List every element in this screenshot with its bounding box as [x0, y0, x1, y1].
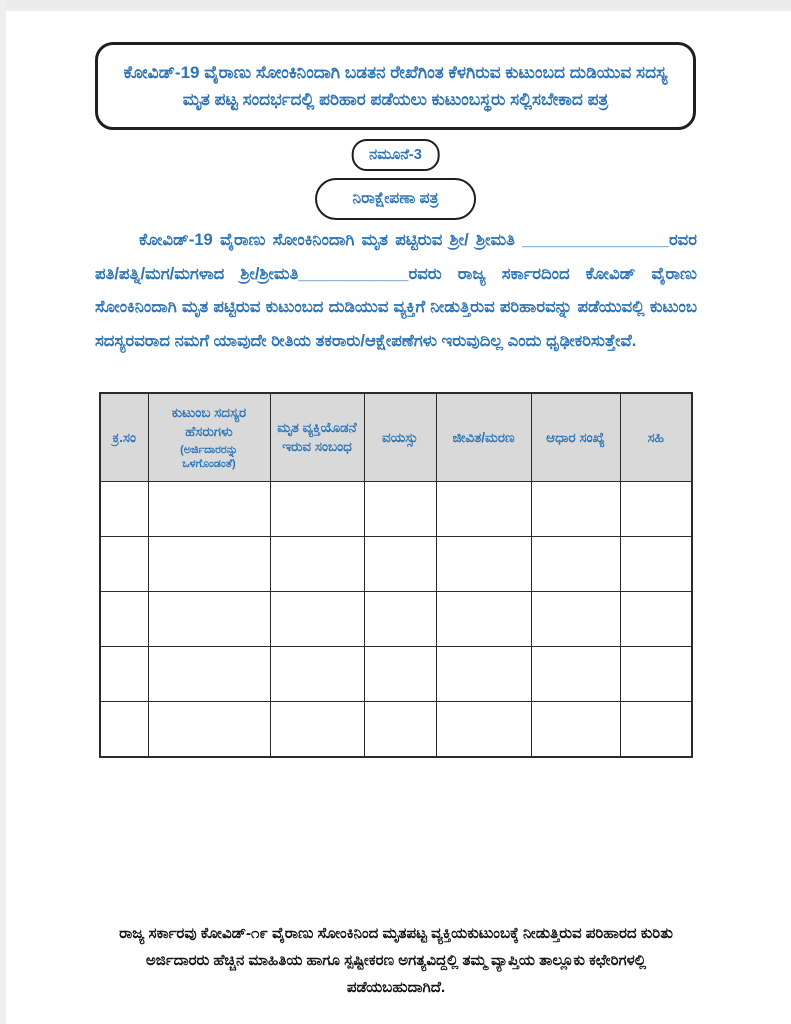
table-empty-cell: [364, 536, 436, 591]
table-header-row: [100, 393, 692, 481]
declaration-paragraph: ಕೋವಿಡ್-19 ವೈರಾಣು ಸೋಂಕಿನಿಂದಾಗಿ ಮೃತ ಪಟ್ಟಿರುವ ಶ್ರೀ/ ಶ್ರೀಮತಿ ________________ರವರ ಪತಿ/ಪತ್ನಿ/ಮಗ/ಮಗಳಾದ ಶ್ರೀ/ಶ್ರೀಮತಿ____________ರವರು ರಾಜ್ಯ ಸರ್ಕಾರದಿಂದ ಕೋವಿಡ್ ವೈರಾಣು ಸೋಂಕಿನಿಂದಾಗಿ ಮೃತ ಪಟ್ಟಿರುವ ಕುಟುಂಬದ ದುಡಿಯುವ ವ್ಯಕ್ತಿಗೆ ನೀಡುತ್ತಿರುವ ಪರಿಹಾರವನ್ನು ಪಡೆಯುವಲ್ಲಿ ಕುಟುಂಬ ಸದಸ್ಯರವರಾದ ನಮಗೆ ಯಾವುದೇ ರೀತಿಯ ತಕರಾರು/ಆಕ್ಷೇಪಣೆಗಳು ಇರುವುದಿಲ್ಲ ಎಂದು ಧೃಢೀಕರಿಸುತ್ತೇವೆ.: [95, 231, 697, 350]
table-empty-cell: [436, 591, 531, 646]
table-empty-cell: [364, 591, 436, 646]
header-aadhaar-number-label: ಆಧಾರ ಸಂಖ್ಯೆ: [546, 429, 605, 445]
table-empty-cell: [100, 701, 148, 757]
table-empty-cell: [100, 591, 148, 646]
table-empty-cell: [620, 536, 692, 591]
form-number-box: [351, 139, 440, 171]
header-family-member-names: [148, 393, 270, 481]
table-empty-cell: [148, 701, 270, 757]
table-empty-cell: [531, 481, 620, 536]
header-living-or-dead: [436, 393, 531, 481]
page-edge-top: [0, 0, 791, 11]
table-empty-cell: [620, 646, 692, 701]
table-empty-cell: [364, 701, 436, 757]
table-empty-cell: [148, 481, 270, 536]
table-empty-cell: [148, 591, 270, 646]
table-empty-row: [100, 591, 692, 646]
table-empty-cell: [436, 646, 531, 701]
table-empty-cell: [531, 591, 620, 646]
table-empty-row: [100, 536, 692, 591]
table-empty-cell: [100, 646, 148, 701]
table-empty-row: [100, 481, 692, 536]
table-empty-cell: [620, 701, 692, 757]
table-empty-cell: [531, 536, 620, 591]
form-number: ನಮೂನೆ-3: [369, 147, 422, 163]
header-family-member-names-label: ಕುಟುಂಬ ಸದಸ್ಯರ ಹೆಸರುಗಳು: [171, 405, 247, 440]
header-serial-number: [100, 393, 148, 481]
table-empty-cell: [100, 481, 148, 536]
table-empty-cell: [100, 536, 148, 591]
table-empty-cell: [436, 481, 531, 536]
header-relation-to-deceased-label: ಮೃತ ವ್ಯಕ್ತಿಯೊಡನೆ ಇರುವ ಸಂಬಂಧ: [277, 420, 357, 455]
table-empty-cell: [270, 701, 364, 757]
table-body: [100, 481, 692, 757]
table-empty-cell: [148, 536, 270, 591]
table-empty-cell: [270, 481, 364, 536]
table-empty-cell: [148, 646, 270, 701]
table-empty-cell: [364, 646, 436, 701]
header-serial-number-label: ಕ್ರ.ಸಂ: [112, 429, 137, 445]
header-relation-to-deceased: [270, 393, 364, 481]
table-empty-row: [100, 646, 692, 701]
table-empty-cell: [270, 646, 364, 701]
table-empty-cell: [364, 481, 436, 536]
header-living-or-dead-label: ಜೀವಿತ/ಮರಣ: [452, 429, 515, 445]
table-empty-cell: [531, 646, 620, 701]
table-empty-cell: [620, 481, 692, 536]
table-empty-cell: [620, 591, 692, 646]
header-signature: [620, 393, 692, 481]
title-box: [95, 42, 696, 130]
header-family-member-names-sublabel: (ಅರ್ಜಿದಾರರನ್ನು ಒಳಗೊಂಡಂತೆ): [180, 444, 238, 471]
page-edge-left: [0, 0, 6, 1024]
subtitle: ನಿರಾಕ್ಷೇಪಣಾ ಪತ್ರ: [352, 190, 439, 207]
table-empty-cell: [436, 701, 531, 757]
table-empty-row: [100, 701, 692, 757]
document-title: ಕೋವಿಡ್-19 ವೈರಾಣು ಸೋಂಕಿನಿಂದಾಗಿ ಬಡತನ ರೇಖೆಗಿಂತ ಕೆಳಗಿರುವ ಕುಟುಂಬದ ದುಡಿಯುವ ಸದಸ್ಯ ಮೃತ ಪಟ್ಟ ಸಂದರ್ಭದಲ್ಲಿ ಪರಿಹಾರ ಪಡೆಯಲು ಕುಟುಂಬಸ್ಥರು ಸಲ್ಲಿಸಬೇಕಾದ ಪತ್ರ: [123, 63, 668, 109]
header-age-label: ವಯಸ್ಸು: [382, 429, 418, 445]
table-empty-cell: [270, 536, 364, 591]
table-empty-cell: [270, 591, 364, 646]
table-empty-cell: [531, 701, 620, 757]
table-empty-cell: [436, 536, 531, 591]
header-age: [364, 393, 436, 481]
subtitle-box: [315, 178, 477, 220]
footer-note: ರಾಜ್ಯ ಸರ್ಕಾರವು ಕೋವಿಡ್-೧೯ ವೈರಾಣು ಸೋಂಕಿನಿಂದ ಮೃತಪಟ್ಟ ವ್ಯಕ್ತಿಯಕುಟುಂಬಕ್ಕೆ ನೀಡುತ್ತಿರುವ ಪರಿಹಾರದ ಕುರಿತು ಅರ್ಜಿದಾರರು ಹೆಚ್ಚಿನ ಮಾಹಿತಿಯ ಹಾಗೂ ಸ್ಪಷ್ಟೀಕರಣ ಅಗತ್ಯವಿದ್ದಲ್ಲಿ ತಮ್ಮ ವ್ಯಾಪ್ತಿಯ ತಾಲ್ಲೂಕು ಕಛೇರಿಗಳಲ್ಲಿ ಪಡೆಯಬಹುದಾಗಿದೆ.: [119, 925, 673, 996]
header-aadhaar-number: [531, 393, 620, 481]
header-signature-label: ಸಹಿ: [647, 429, 664, 445]
family-members-table: [99, 392, 693, 758]
